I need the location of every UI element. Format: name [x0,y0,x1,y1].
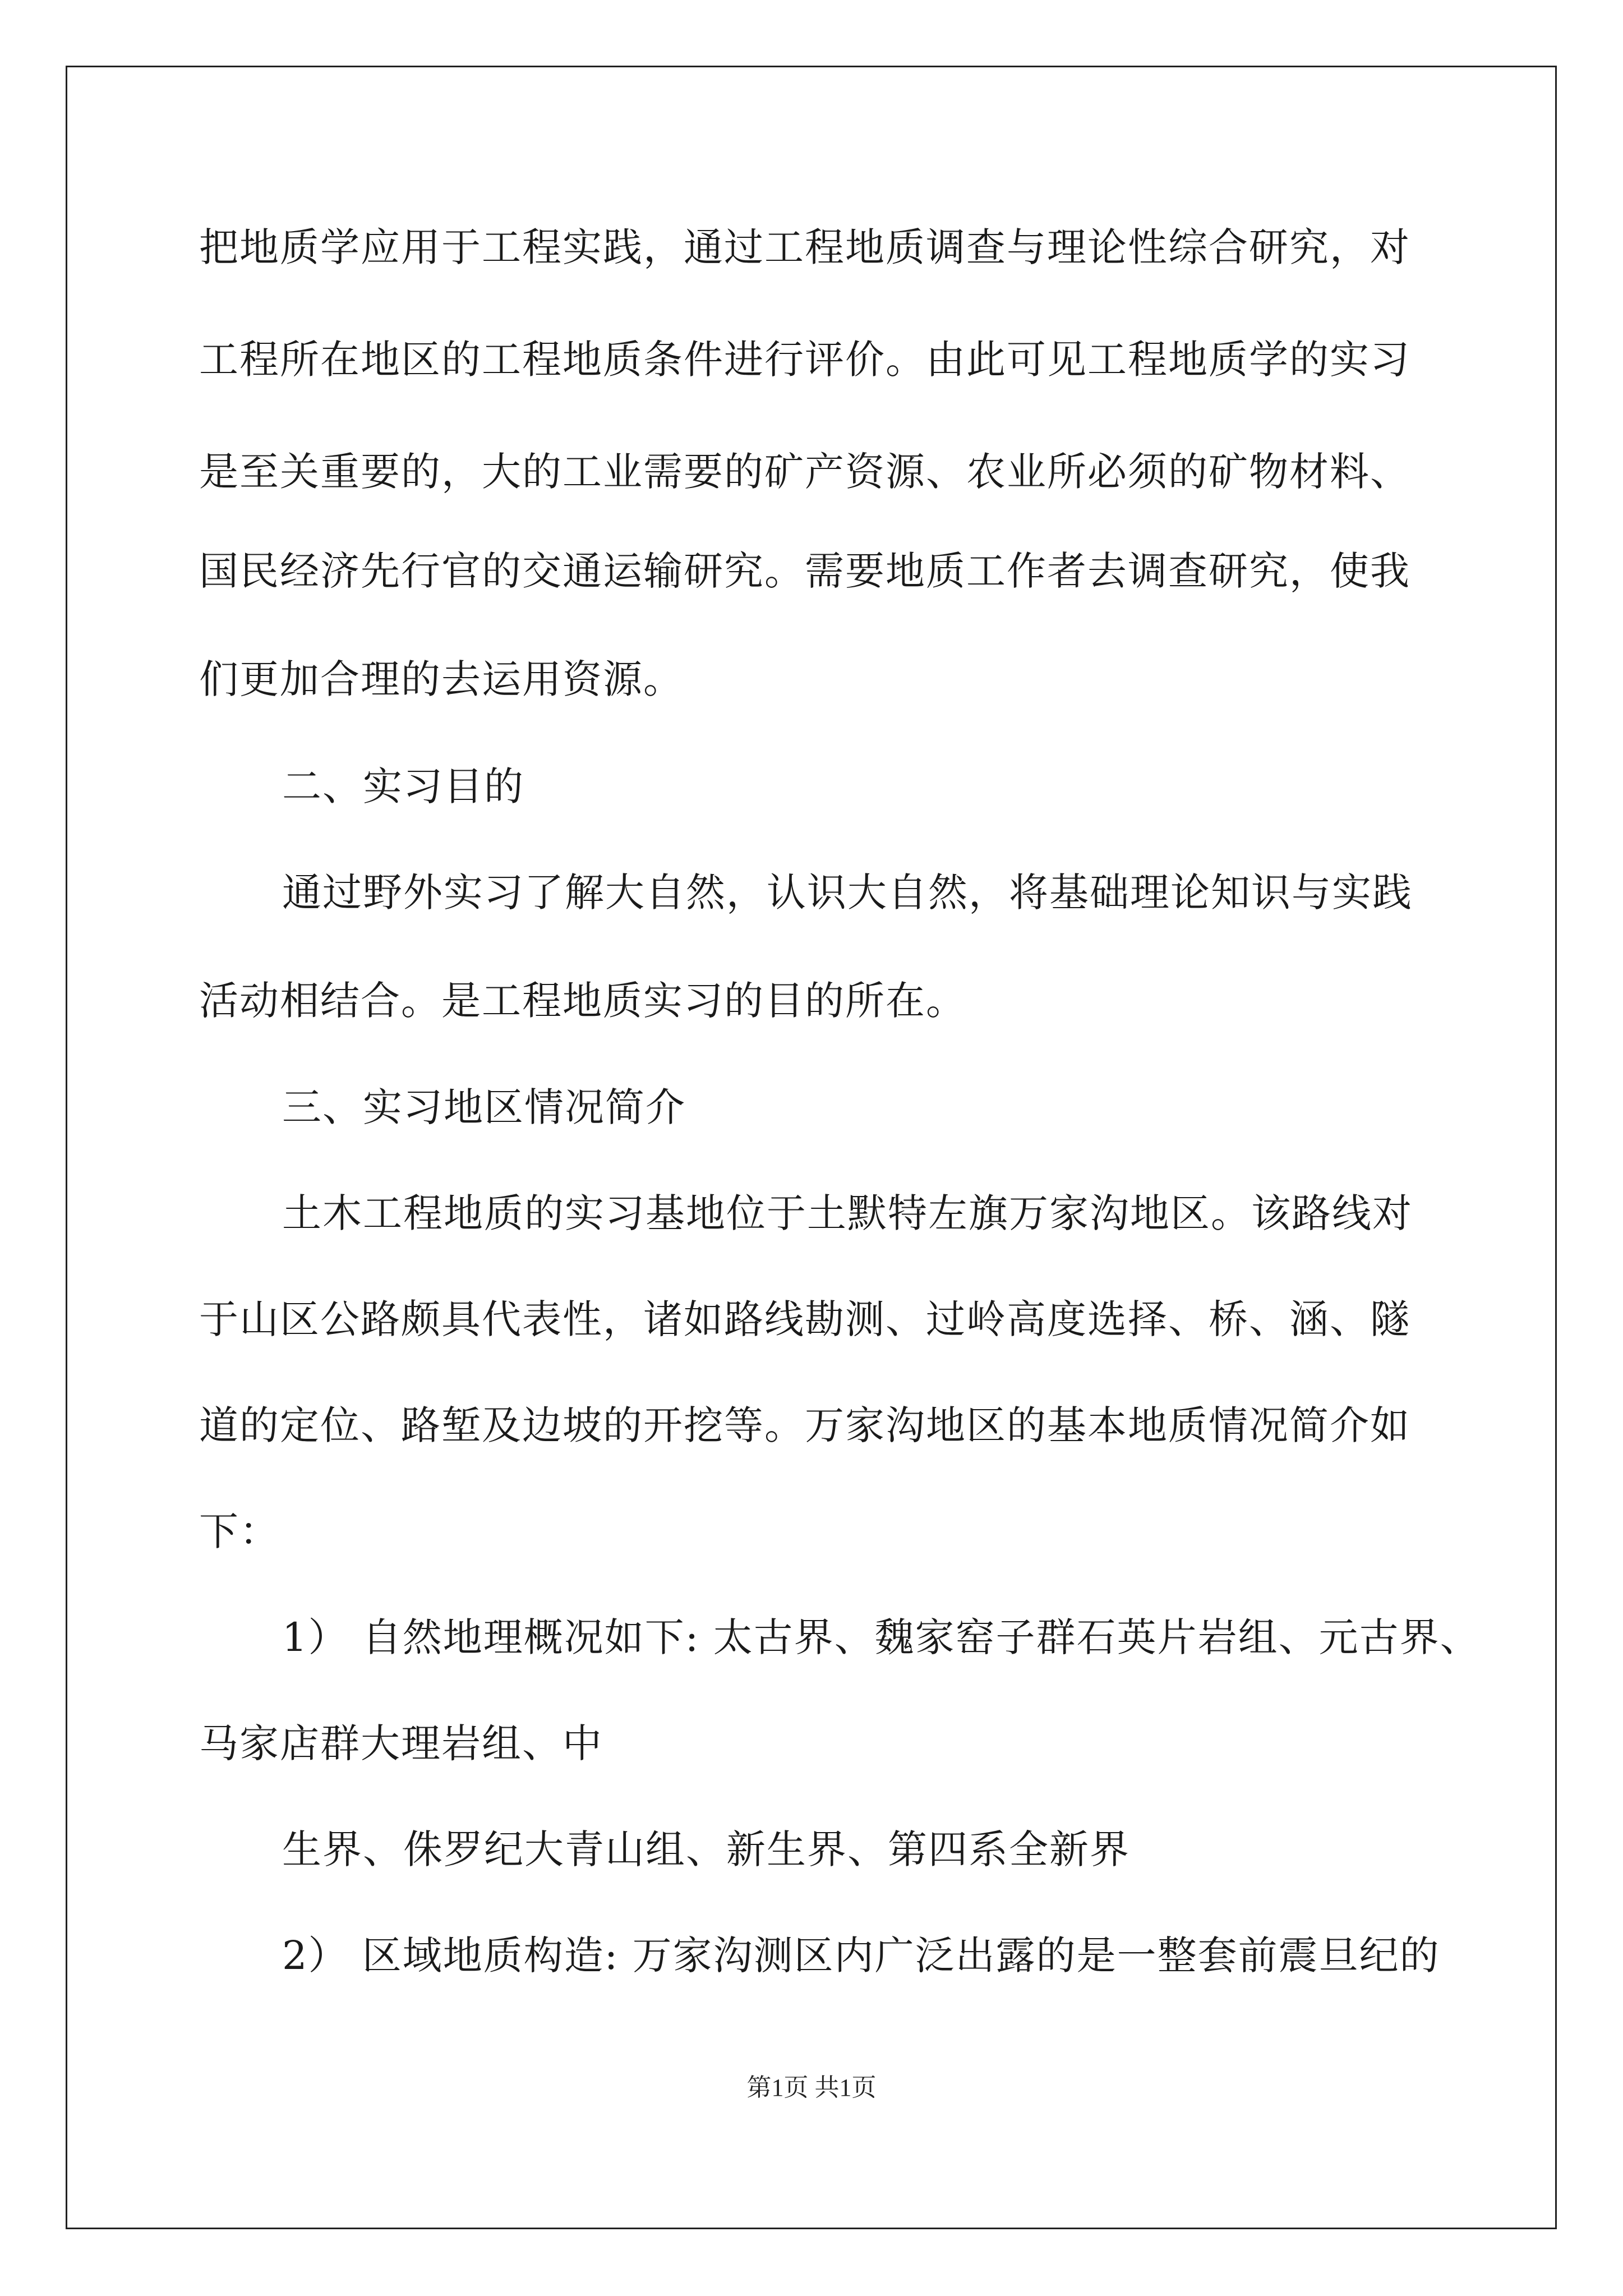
paragraph-line: 下： [199,1508,280,1554]
paragraph-line: 通过野外实习了解大自然，认识大自然，将基础理论知识与实践 [282,869,1413,915]
paragraph-line: 们更加合理的去运用资源。 [199,656,684,702]
list-item-line: 马家店群大理岩组、中 [199,1720,603,1766]
paragraph-line: 土木工程地质的实习基地位于土默特左旗万家沟地区。该路线对 [282,1190,1413,1236]
section-heading: 二、实习目的 [282,763,524,809]
paragraph-line: 把地质学应用于工程实践，通过工程地质调查与理论性综合研究，对 [199,224,1410,270]
paragraph-line: 活动相结合。是工程地质实习的目的所在。 [199,978,966,1024]
section-heading: 三、实习地区情况简介 [282,1084,686,1130]
list-item-line: 1） 自然地理概况如下: 太古界、魏家窑子群石英片岩组、元古界、 [282,1614,1481,1660]
paragraph-line: 工程所在地区的工程地质条件进行评价。由此可见工程地质学的实习 [199,337,1410,383]
list-item-line: 2） 区域地质构造: 万家沟测区内广泛出露的是一整套前震旦纪的 [282,1932,1440,1978]
paragraph-line: 国民经济先行官的交通运输研究。需要地质工作者去调查研究，使我 [199,548,1410,594]
list-item-line: 生界、侏罗纪大青山组、新生界、第四系全新界 [282,1826,1130,1872]
paragraph-line: 道的定位、路堑及边坡的开挖等。万家沟地区的基本地质情况简介如 [199,1402,1410,1448]
paragraph-line: 于山区公路颇具代表性，诸如路线勘测、过岭高度选择、桥、涵、隧 [199,1296,1410,1342]
paragraph-line: 是至关重要的，大的工业需要的矿产资源、农业所必须的矿物材料、 [199,449,1410,495]
page-footer: 第1页 共1页 [746,2074,877,2101]
page-border [66,66,1557,2229]
